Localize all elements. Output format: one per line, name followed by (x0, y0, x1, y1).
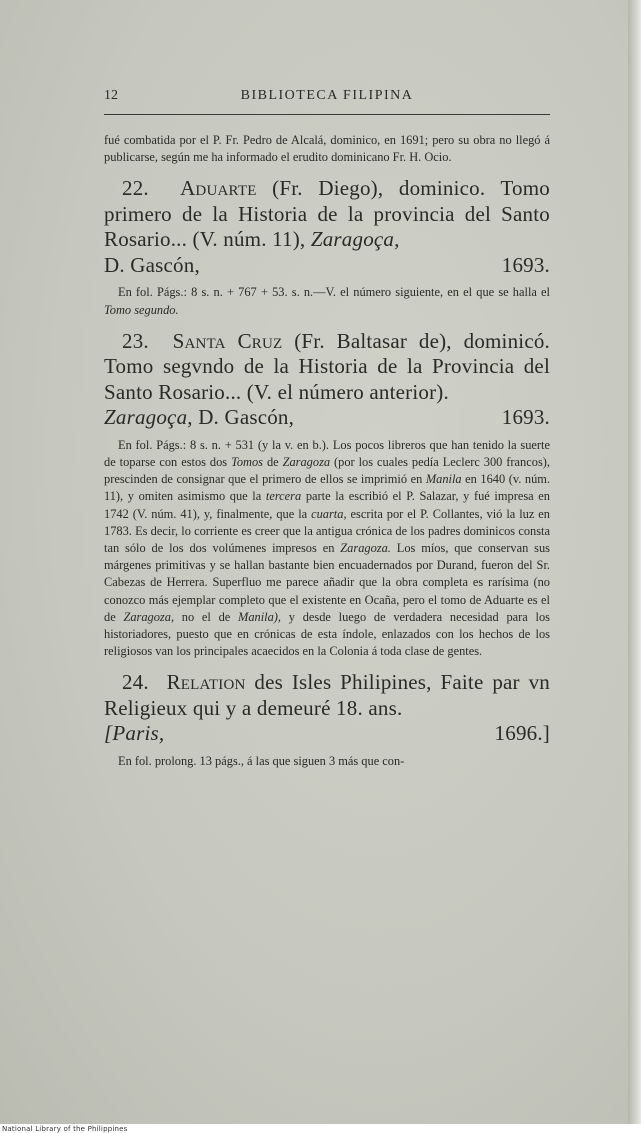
intro-paragraph: fué combatida por el P. Fr. Pedro de Alcalá, dominico, en 1691; pero su obra no llegó á publicarse, según me ha informado el erudito dominicano Fr. H. Ocio. (104, 133, 550, 165)
entry-title: (Fr. Baltasar de), dominicó. Tomo segvndo de la Historia de la Provincia del Santo Rosario... (V. el número anterior). (104, 328, 550, 404)
entry-23-imprint (104, 405, 550, 431)
entry-year: 1693. (501, 252, 550, 277)
page-body (104, 132, 550, 770)
note-segment: Zaragoza. (340, 541, 391, 556)
entry-number: 23. (122, 328, 149, 353)
entry-number: 24. (122, 670, 149, 695)
note-segment: parte la escribió el P. Salazar, y fué impresa en 1742 (V. núm. 41), y, finalmente, que la (104, 489, 550, 521)
page-number: 12 (104, 88, 118, 103)
entry-printer: D. Gascón, (198, 405, 295, 430)
entry-title: des Isles Philipines, Faite par vn Religieux qui y a demeuré 18. ans. (104, 670, 550, 720)
note-segment: cuarta (311, 506, 344, 521)
entry-24 (104, 670, 550, 770)
running-head: BIBLIOTECA FILIPINA (240, 88, 414, 103)
entry-year: 1696.] (494, 721, 550, 746)
entry-22-imprint (104, 253, 550, 279)
entry-22-note: En fol. Págs.: 8 s. n. + 767 + 53. s. n.—V. el número siguiente, en el que se halla el Tomo segundo. (104, 285, 550, 317)
note-segment: no el de (174, 609, 239, 624)
entry-24-note: En fol. prolong. 13 págs., á las que siguen 3 más que con- (118, 753, 405, 768)
entry-title: (Fr. Diego), dominico. Tomo primero de la Historia de la provincia del Santo Rosario... (V. núm. 11), (104, 176, 550, 252)
note-segment: , escrita por el P. Collantes, vió la luz en 1783. Es decir, lo corriente es creer que la antigua crónica de los padres dominicos consta tan sólo de los dos volúmenes impresos en (104, 506, 551, 556)
note-segment: y desde luego de verdadera necesidad para los historiadores, puesto que en crónicas de esta índole, enlazados con los hechos de los religiosos van los principales acaecidos en la Colonia á toda clase de gentes. (104, 609, 551, 659)
entry-place: Zaragoça, (310, 227, 400, 252)
entry-24-imprint (104, 721, 550, 747)
entry-22-title (104, 176, 550, 253)
entry-24-title (104, 670, 550, 721)
entry-23-title (104, 329, 550, 406)
entry-number: 22. (122, 176, 149, 201)
footer-credit: National Library of the Philippines (2, 1125, 128, 1133)
entry-author: Relation (166, 670, 246, 695)
note-segment: Manila), (238, 609, 282, 624)
entry-place: Zaragoça, (104, 405, 193, 430)
entry-year: 1693. (501, 405, 550, 430)
entry-author: Santa Cruz (172, 328, 283, 353)
entry-22 (104, 176, 550, 318)
entry-place: [Paris, (104, 721, 165, 746)
note-segment: de (263, 455, 283, 470)
entry-author: Aduarte (180, 176, 257, 201)
page-header (104, 88, 550, 110)
note-segment: en 1640 (v. núm. 11), y omiten asimismo que la (104, 472, 550, 504)
note-segment: Manila (425, 472, 462, 487)
page-edge (628, 0, 641, 1124)
entry-23-note (104, 437, 550, 661)
note-segment: Zaragoza (282, 455, 331, 470)
header-rule (104, 114, 550, 115)
note-segment: Tomos (231, 455, 263, 470)
note-segment: Zaragoza, (123, 609, 175, 624)
entry-23 (104, 329, 550, 661)
note-segment: tercera (265, 489, 302, 504)
note-segment: Los míos, que conservan sus márgenes primitivas y se hallan bastante bien encuadernados por Durand, fueron del Sr. Cabezas de Herrera. Superfluo me parece añadir que la obra completa es rarísima (no conozco más ejemplar completo que el existente en Ocaña, pero el tomo de Aduarte es el de (104, 541, 550, 624)
entry-printer: D. Gascón, (104, 252, 200, 277)
note-segment: (por los cuales pedía Leclerc 300 francos), prescinden de consignar que el primero de ellos se imprimió en (104, 455, 550, 487)
note-segment: En fol. Págs.: 8 s. n. + 531 (y la v. en b.). Los pocos libreros que han tenido la suerte de toparse con estos dos (104, 437, 550, 470)
